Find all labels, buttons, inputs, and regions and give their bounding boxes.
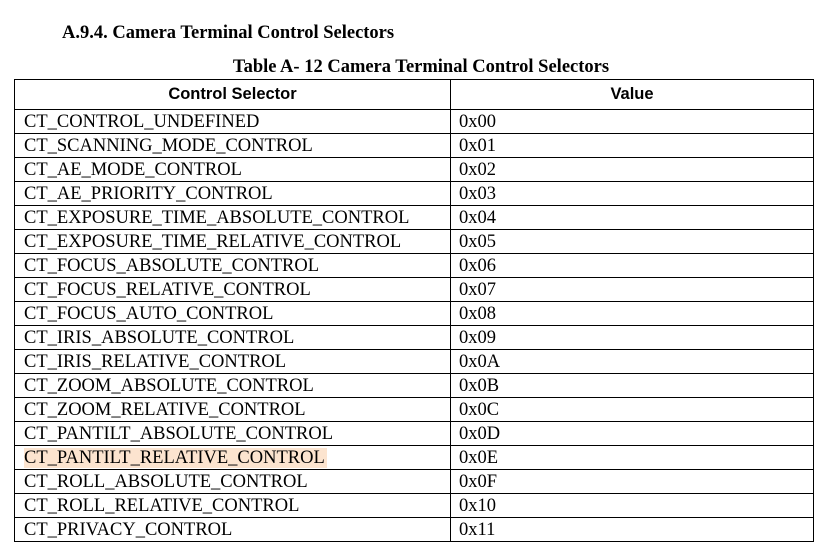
control-selector-cell — [15, 278, 451, 302]
table-body — [15, 110, 814, 542]
table-row — [15, 302, 814, 326]
value-cell: 0x08 — [451, 302, 814, 326]
value-cell: 0x04 — [451, 206, 814, 230]
value-cell: 0x11 — [451, 518, 814, 542]
value-cell: 0x10 — [451, 494, 814, 518]
control-selector-cell — [15, 518, 451, 542]
selector-text: CT_CONTROL_UNDEFINED — [24, 112, 260, 132]
selector-text: CT_ZOOM_RELATIVE_CONTROL — [24, 400, 306, 420]
selector-text: CT_IRIS_RELATIVE_CONTROL — [24, 352, 287, 372]
selector-text: CT_EXPOSURE_TIME_ABSOLUTE_CONTROL — [24, 208, 410, 228]
value-cell: 0x00 — [451, 110, 814, 134]
control-selector-cell — [15, 446, 451, 470]
control-selector-cell — [15, 302, 451, 326]
value-cell: 0x07 — [451, 278, 814, 302]
value-cell: 0x06 — [451, 254, 814, 278]
value-cell: 0x03 — [451, 182, 814, 206]
control-selector-cell — [15, 350, 451, 374]
table-row — [15, 110, 814, 134]
table-caption: Table A- 12 Camera Terminal Control Selectors — [232, 57, 610, 77]
selector-text: CT_FOCUS_AUTO_CONTROL — [24, 304, 274, 324]
selector-text: CT_AE_PRIORITY_CONTROL — [24, 184, 273, 204]
selector-text: CT_ROLL_RELATIVE_CONTROL — [24, 496, 300, 516]
control-selector-cell — [15, 326, 451, 350]
control-selector-cell — [15, 494, 451, 518]
table-header-row — [15, 80, 814, 110]
control-selector-cell — [15, 158, 451, 182]
control-selector-cell — [15, 134, 451, 158]
selector-text: CT_AE_MODE_CONTROL — [24, 160, 242, 180]
selector-text: CT_PANTILT_ABSOLUTE_CONTROL — [24, 424, 334, 444]
value-cell: 0x09 — [451, 326, 814, 350]
table-row — [15, 494, 814, 518]
selector-text: CT_FOCUS_ABSOLUTE_CONTROL — [24, 256, 319, 276]
table-row — [15, 134, 814, 158]
table-row — [15, 158, 814, 182]
table-row — [15, 446, 814, 470]
control-selector-cell — [15, 182, 451, 206]
control-selector-cell — [15, 374, 451, 398]
table-row — [15, 182, 814, 206]
table-row — [15, 350, 814, 374]
table-row — [15, 422, 814, 446]
table-row — [15, 374, 814, 398]
value-cell: 0x0B — [451, 374, 814, 398]
column-header-value: Value — [451, 80, 814, 110]
value-cell: 0x0F — [451, 470, 814, 494]
highlighted-selector-text: CT_PANTILT_RELATIVE_CONTROL — [24, 448, 325, 468]
selector-text: CT_IRIS_ABSOLUTE_CONTROL — [24, 328, 295, 348]
table-row — [15, 518, 814, 542]
selector-text: CT_EXPOSURE_TIME_RELATIVE_CONTROL — [24, 232, 402, 252]
table-row — [15, 278, 814, 302]
selector-text: CT_PRIVACY_CONTROL — [24, 520, 233, 540]
control-selector-cell — [15, 470, 451, 494]
value-cell: 0x0D — [451, 422, 814, 446]
table-row — [15, 326, 814, 350]
column-header-control-selector: Control Selector — [15, 80, 451, 110]
camera-terminal-control-selectors-table — [14, 79, 814, 542]
control-selector-cell — [15, 206, 451, 230]
section-heading: A.9.4. Camera Terminal Control Selectors — [62, 23, 395, 43]
selector-text: CT_ZOOM_ABSOLUTE_CONTROL — [24, 376, 314, 396]
value-cell: 0x0A — [451, 350, 814, 374]
value-cell: 0x0C — [451, 398, 814, 422]
value-cell: 0x02 — [451, 158, 814, 182]
control-selector-cell — [15, 230, 451, 254]
selector-text: CT_SCANNING_MODE_CONTROL — [24, 136, 313, 156]
table-row — [15, 254, 814, 278]
control-selector-cell — [15, 422, 451, 446]
control-selector-cell — [15, 254, 451, 278]
value-cell: 0x01 — [451, 134, 814, 158]
table-row — [15, 230, 814, 254]
control-selector-cell — [15, 110, 451, 134]
selector-text: CT_FOCUS_RELATIVE_CONTROL — [24, 280, 311, 300]
value-cell: 0x0E — [451, 446, 814, 470]
table-row — [15, 206, 814, 230]
table-row — [15, 470, 814, 494]
control-selector-cell — [15, 398, 451, 422]
value-cell: 0x05 — [451, 230, 814, 254]
table-row — [15, 398, 814, 422]
selector-text: CT_ROLL_ABSOLUTE_CONTROL — [24, 472, 308, 492]
